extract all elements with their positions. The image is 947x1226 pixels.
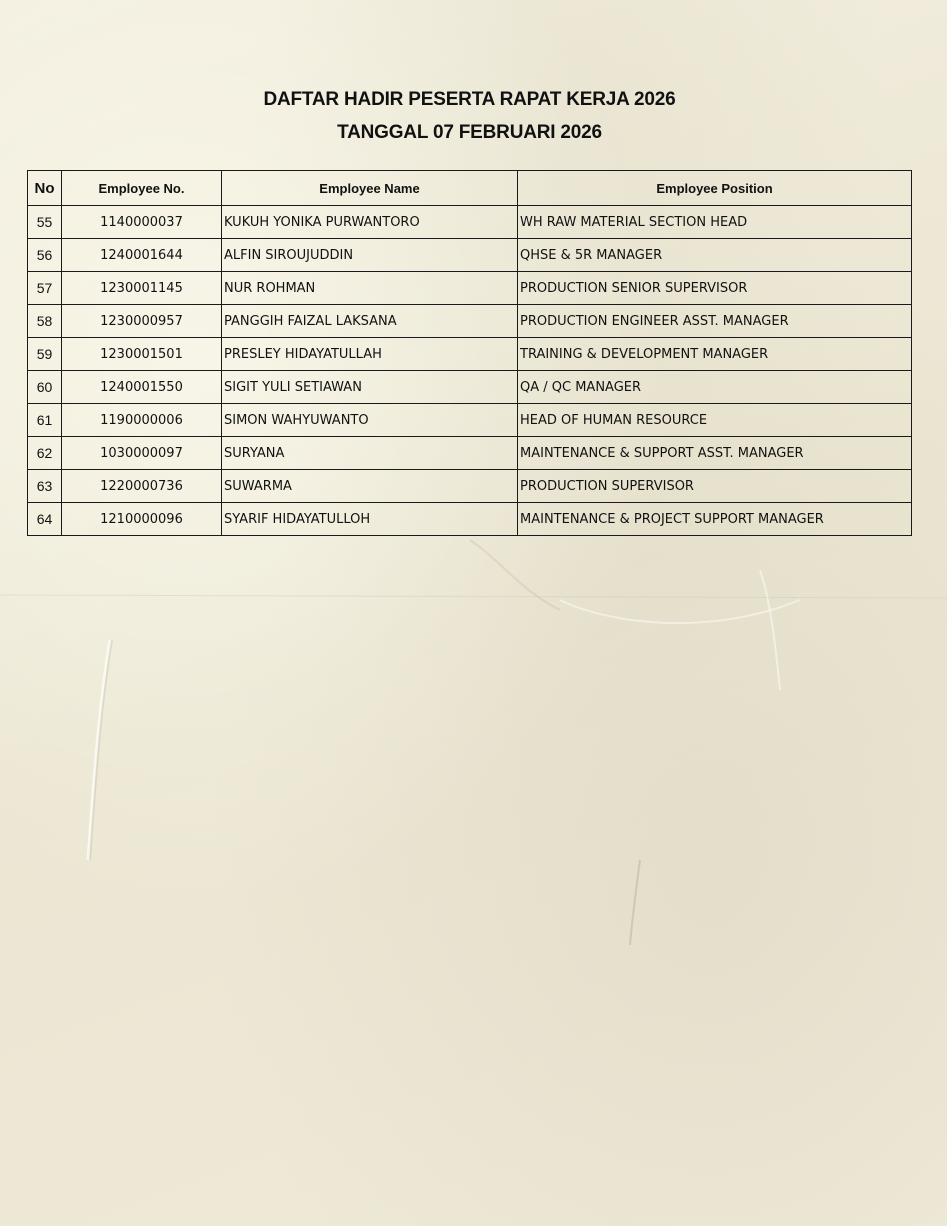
employee-number: 1230001501 xyxy=(62,338,222,371)
employee-name: KUKUH YONIKA PURWANTORO xyxy=(222,206,518,239)
employee-position: WH RAW MATERIAL SECTION HEAD xyxy=(518,206,912,239)
employee-name: NUR ROHMAN xyxy=(222,272,518,305)
table-row xyxy=(28,239,912,272)
employee-number: 1230000957 xyxy=(62,305,222,338)
table-row xyxy=(28,338,912,371)
attendance-table xyxy=(27,170,912,536)
row-number: 60 xyxy=(28,371,62,404)
column-header-no: No xyxy=(28,171,62,206)
employee-number: 1230001145 xyxy=(62,272,222,305)
employee-name: ALFIN SIROUJUDDIN xyxy=(222,239,518,272)
row-number: 63 xyxy=(28,470,62,503)
employee-name: PANGGIH FAIZAL LAKSANA xyxy=(222,305,518,338)
employee-number: 1190000006 xyxy=(62,404,222,437)
employee-name: SIMON WAHYUWANTO xyxy=(222,404,518,437)
employee-number: 1030000097 xyxy=(62,437,222,470)
table-row xyxy=(28,404,912,437)
table-row xyxy=(28,272,912,305)
table-row xyxy=(28,470,912,503)
employee-name: PRESLEY HIDAYATULLAH xyxy=(222,338,518,371)
employee-number: 1240001550 xyxy=(62,371,222,404)
row-number: 59 xyxy=(28,338,62,371)
employee-position: MAINTENANCE & PROJECT SUPPORT MANAGER xyxy=(518,503,912,536)
employee-name: SYARIF HIDAYATULLOH xyxy=(222,503,518,536)
column-header-employee-name: Employee Name xyxy=(222,171,518,206)
row-number: 56 xyxy=(28,239,62,272)
employee-position: TRAINING & DEVELOPMENT MANAGER xyxy=(518,338,912,371)
table-row xyxy=(28,206,912,239)
employee-position: QHSE & 5R MANAGER xyxy=(518,239,912,272)
column-header-employee-position: Employee Position xyxy=(518,171,912,206)
employee-position: PRODUCTION SENIOR SUPERVISOR xyxy=(518,272,912,305)
table-row xyxy=(28,371,912,404)
employee-name: SIGIT YULI SETIAWAN xyxy=(222,371,518,404)
employee-name: SUWARMA xyxy=(222,470,518,503)
table-row xyxy=(28,503,912,536)
employee-position: HEAD OF HUMAN RESOURCE xyxy=(518,404,912,437)
row-number: 58 xyxy=(28,305,62,338)
row-number: 57 xyxy=(28,272,62,305)
document-subtitle: TANGGAL 07 FEBRUARI 2026 xyxy=(337,122,602,143)
document-title: DAFTAR HADIR PESERTA RAPAT KERJA 2026 xyxy=(263,89,676,110)
employee-position: PRODUCTION ENGINEER ASST. MANAGER xyxy=(518,305,912,338)
row-number: 62 xyxy=(28,437,62,470)
column-header-employee-no: Employee No. xyxy=(62,171,222,206)
employee-position: QA / QC MANAGER xyxy=(518,371,912,404)
employee-name: SURYANA xyxy=(222,437,518,470)
employee-number: 1210000096 xyxy=(62,503,222,536)
employee-number: 1140000037 xyxy=(62,206,222,239)
row-number: 64 xyxy=(28,503,62,536)
table-row xyxy=(28,305,912,338)
table-row xyxy=(28,437,912,470)
row-number: 55 xyxy=(28,206,62,239)
row-number: 61 xyxy=(28,404,62,437)
employee-number: 1220000736 xyxy=(62,470,222,503)
employee-position: PRODUCTION SUPERVISOR xyxy=(518,470,912,503)
employee-position: MAINTENANCE & SUPPORT ASST. MANAGER xyxy=(518,437,912,470)
employee-number: 1240001644 xyxy=(62,239,222,272)
table-header-row xyxy=(28,171,912,206)
